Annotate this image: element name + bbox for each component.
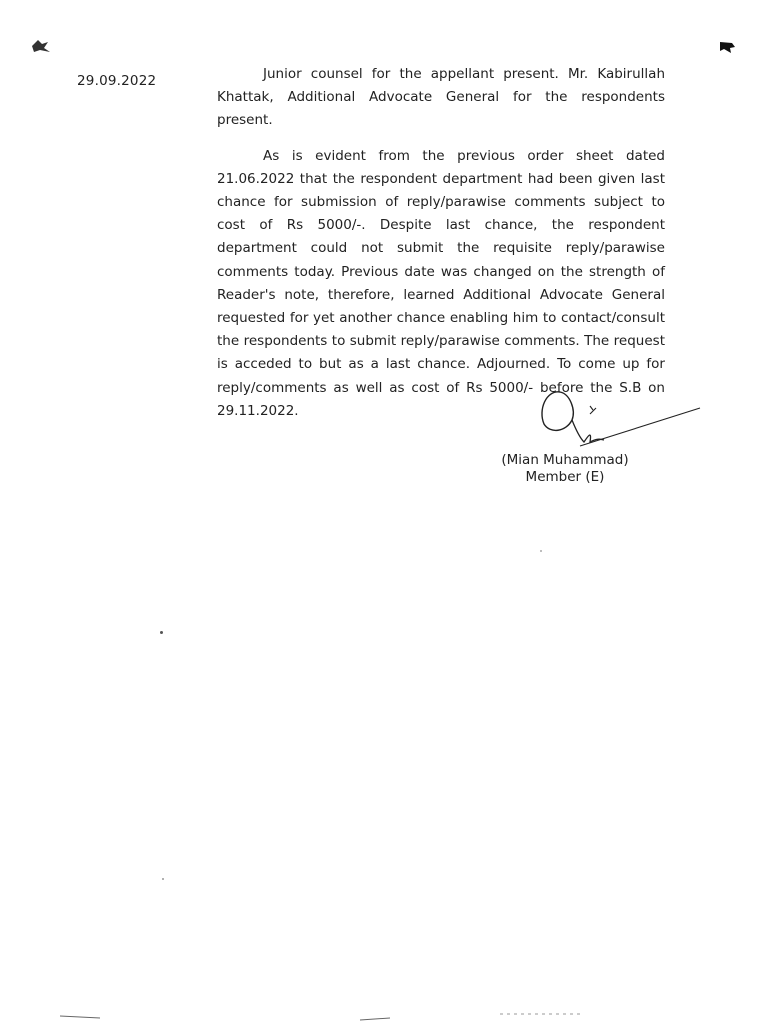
signatory-block — [470, 452, 660, 486]
signatory-designation: Member (E) — [525, 469, 605, 485]
scan-mark-top-left-icon — [30, 38, 52, 54]
scan-speck — [160, 631, 163, 634]
scan-speck — [162, 878, 164, 880]
handwritten-signature — [520, 380, 705, 460]
order-paragraph: As is evident from the previous order sheet dated 21.06.2022 that the respondent department had been given last chance for submission of reply/parawise comments subject to cost of Rs 5000/-. Despite last chance, the respondent department could not submit the requisite reply/parawise comments today. Previous date was changed on the strength of Reader's note, therefore, learned Additional Advocate General requested for yet another chance enabling him to contact/consult the respondents to submit reply/parawise comments. The request is acceded to but as a last chance. Adjourned. To come up for reply/comments as well as cost of Rs 5000/- before the S.B on 29.11.2022. — [217, 147, 665, 419]
order-paragraph: Junior counsel for the appellant present. Mr. Kabirullah Khattak, Additional Advocate General for the respondents present. — [217, 66, 665, 129]
order-date: 29.09.2022 — [77, 73, 157, 89]
signatory-name: (Mian Muhammad) — [501, 452, 629, 468]
scan-bottom-line — [60, 1012, 710, 1022]
scan-mark-top-right-icon — [718, 40, 736, 54]
order-text — [217, 63, 665, 423]
scan-speck — [540, 550, 542, 552]
